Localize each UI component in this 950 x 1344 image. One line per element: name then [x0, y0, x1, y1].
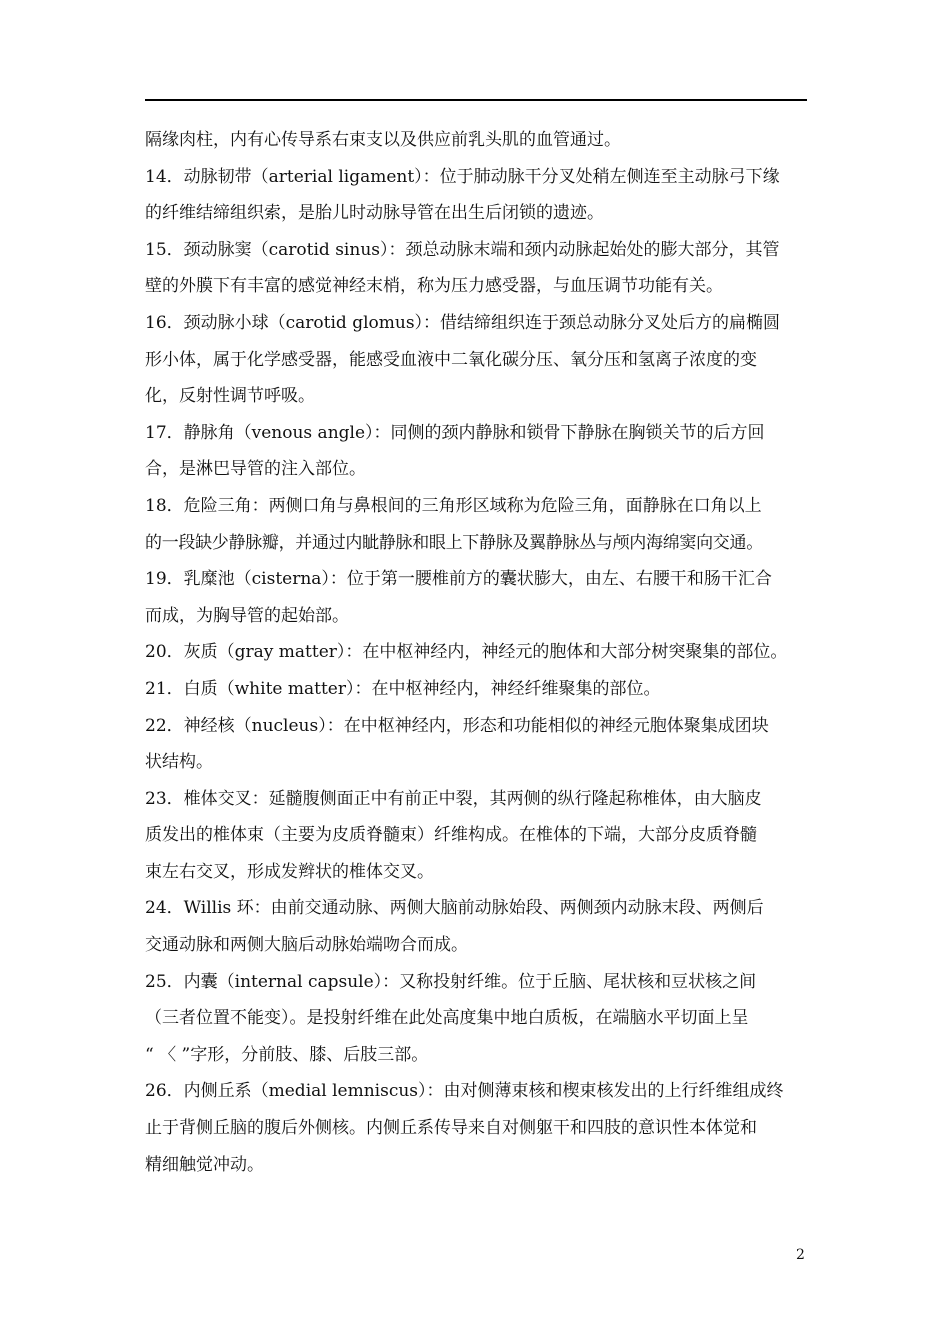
text-line: 精细触觉冲动。	[145, 1154, 264, 1175]
text-line: “ 〈 ”字形，分前肢、膝、后肢三部。	[145, 1044, 429, 1065]
text-line: 18．危险三角：两侧口角与鼻根间的三角形区域称为危险三角，面静脉在口角以上	[145, 495, 762, 516]
page-number: 2	[796, 1247, 805, 1263]
text-line: 质发出的椎体束（主要为皮质脊髓束）纤维构成。在椎体的下端，大部分皮质脊髓	[145, 825, 757, 846]
text-line: 15．颈动脉窦（carotid sinus）：颈总动脉末端和颈内动脉起始处的膨大部分，其管	[145, 239, 780, 260]
text-line: 合，是淋巴导管的注入部位。	[145, 459, 366, 480]
text-line: 19．乳糜池（cisterna）：位于第一腰椎前方的囊状膨大，由左、右腰干和肠干汇合	[145, 569, 772, 590]
text-line: 22．神经核（nucleus）：在中枢神经内，形态和功能相似的神经元胞体聚集成团块	[145, 715, 769, 736]
text-line: 壁的外膜下有丰富的感觉神经末梢，称为压力感受器，与血压调节功能有关。	[145, 276, 723, 297]
text-line: 16．颈动脉小球（carotid glomus）：借结缔组织连于颈总动脉分叉处后方的扁椭圆	[145, 312, 781, 333]
text-line: 交通动脉和两侧大脑后动脉始端吻合而成。	[145, 935, 468, 956]
text-line: 隔缘肉柱，内有心传导系右束支以及供应前乳头肌的血管通过。	[145, 130, 621, 150]
text-line: 化，反射性调节呼吸。	[145, 386, 315, 407]
text-line: 23．椎体交叉：延髓腹侧面正中有前正中裂，其两侧的纵行隆起称椎体，由大脑皮	[145, 788, 762, 809]
text-line: 而成，为胸导管的起始部。	[145, 605, 349, 626]
text-line: 束左右交叉，形成发辫状的椎体交叉。	[145, 861, 434, 882]
text-line: （三者位置不能变）。是投射纤维在此处高度集中地白质板，在端脑水平切面上呈	[145, 1008, 749, 1029]
text-line: 21．白质（white matter）：在中枢神经内，神经纤维聚集的部位。	[145, 678, 661, 699]
text-line: 24．Willis 环：由前交通动脉、两侧大脑前动脉始段、两侧颈内动脉末段、两侧后	[145, 898, 764, 919]
document-body	[145, 122, 820, 1183]
text-line: 止于背侧丘脑的腹后外侧核。内侧丘系传导来自对侧躯干和四肢的意识性本体觉和	[145, 1118, 757, 1139]
text-line: 14．动脉韧带（arterial ligament）：位于肺动脉干分叉处稍左侧连至主动脉弓下缘	[145, 166, 780, 187]
text-line: 20．灰质（gray matter）：在中枢神经内，神经元的胞体和大部分树突聚集的部位。	[145, 642, 788, 663]
header-rule	[145, 99, 807, 101]
text-line: 的纤维结缔组织索，是胎儿时动脉导管在出生后闭锁的遗迹。	[145, 203, 604, 224]
text-line: 状结构。	[145, 752, 213, 773]
text-line: 26．内侧丘系（medial lemniscus）：由对侧薄束核和楔束核发出的上行纤维组成终	[145, 1081, 784, 1102]
text-line: 17．静脉角（venous angle）：同侧的颈内静脉和锁骨下静脉在胸锁关节的后方回	[145, 422, 765, 443]
text-line: 形小体，属于化学感受器，能感受血液中二氧化碳分压、氧分压和氢离子浓度的变	[145, 349, 757, 370]
text-line: 25．内囊（internal capsule）：又称投射纤维。位于丘脑、尾状核和豆状核之间	[145, 971, 757, 992]
text-line: 的一段缺少静脉瓣，并通过内眦静脉和眼上下静脉及翼静脉丛与颅内海绵窦向交通。	[145, 532, 763, 553]
